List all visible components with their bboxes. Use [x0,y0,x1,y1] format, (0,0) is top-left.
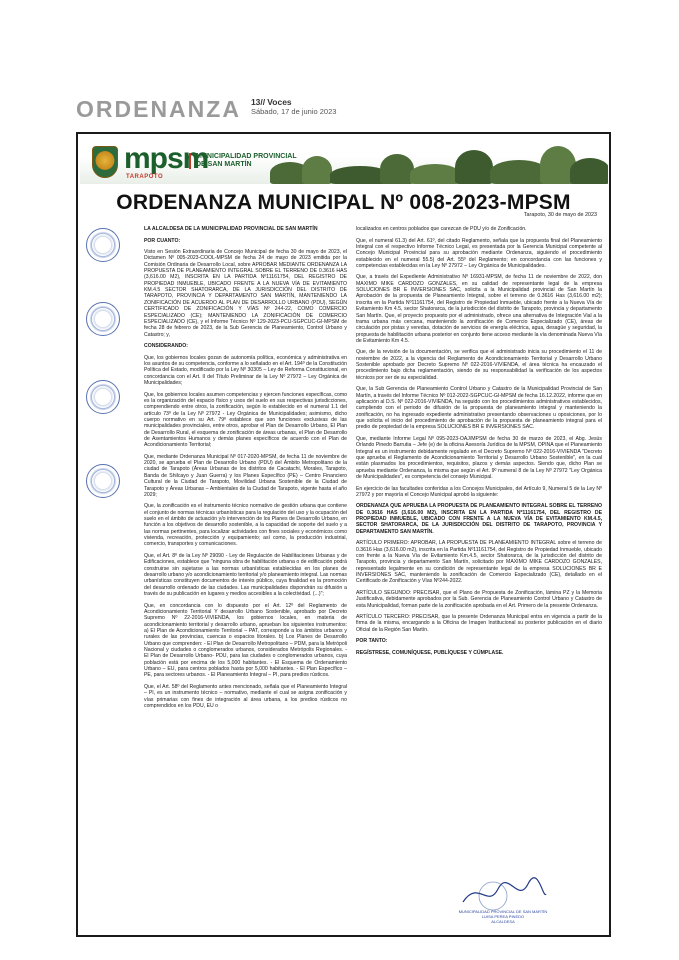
left-paragraph: Que, los gobiernos locales asumen competencias y ejercen funciones específicas, como es la organización del espacio físico y usos del suelo en sus respectivas jurisdicciones, comprendiendo entre otros, la zonificación, según lo establecido en el numeral 1.1 del artículo 73º de la Ley Nº 27972 - Ley Orgánica de Municipalidades; asimismo, dicho cuerpo normativo en su Art. 79º establece que son funciones exclusivas de las municipalidades provinciales, entre otros, aprobar el Plan de Desarrollo Urbano, El Plan de Desarrollo Rural, el esquema de zonificación de áreas urbanas, el Plan de Desarrollo de Asentamientos Humanos y demás planes específicos de acuerdo con el Plan de Acondicionamiento Territorial; [144,391,347,449]
right-paragraph: ARTÍCULO PRIMERO: APROBAR, LA PROPUESTA DE PLANEAMIENTO INTEGRAL sobre el terreno de 0.3616 Has (3,616.00 m2), inscrita en la Partida Nº11161754, del Registro de Propiedad Inmueble, ubicado con frente a la Nueva Vía de Evitamiento Km.4.5, sector Shatorarca, de la jurisdicción del distrito de Tarapoto, provincia y departamento San Martín, solicitado por MAXIMO MIKE CARDOZO GONZALES, representado legalmente en su condición de representante legal de la empresa SOLUCIONES BR E INVERSIONES SAC, manteniendo la zonificación de Comercio Especializado (CE), detallado en el Certificado de Zonificación y Vías Nº244-2022. [356,540,602,585]
right-paragraph: Que, de la revisión de la documentación, se verifica que el administrado inicia su procedimiento el 11 de noviembre de 2022, a la vigencia del Reglamento de Acondicionamiento Territorial y Desarrollo Urbano Sostenible aprobado por Decreto Supremo Nº 022-2016-VIVIENDA, el área técnica ha encauzado el procedimiento bajo dicha reglamentación, siendo de su responsabilidad la verificación de los aspectos técnicos por ser de su especialidad. [356,349,602,381]
section-label: Voces [267,97,292,107]
left-paragraph: CONSIDERANDO: [144,343,188,350]
logo-tarapoto: TARAPOTO [126,174,164,180]
seal-icon [86,302,120,336]
section-meta [251,98,337,116]
left-paragraph: POR CUANTO: [144,237,181,244]
banner [80,138,608,184]
right-paragraph: En ejercicio de las facultades conferidas a los Concejos Municipales, del Artículo 9, Numeral 5 de la Ley Nº 27972 y por mayoría el Concejo Municipal aprobó la siguiente: [356,485,602,498]
left-paragraph: LA ALCALDESA DE LA MUNICIPALIDAD PROVINCIAL DE SAN MARTÍN [144,226,318,232]
left-paragraph: Visto en Sesión Extraordinaria de Concejo Municipal de fecha 30 de mayo de 2023, el Dictamen Nº 005-2023-COOL-MPSM de fecha 24 de mayo de 2023 emitida por la Comisión Ordinaria de Desarrollo Local, sobre APROBAR MEDIANTE ORDENANZA LA PROPUESTA DE PLANEAMIENTO INTEGRAL SOBRE EL TERRENO DE 0.3616 HAS (3,616.00 M2), INSCRITA EN LA PARTIDA Nº11161754, DEL REGISTRO DE PROPIEDAD INMUEBLE, UBICADO FRENTE A LA NUEVA VÍA DE EVITAMIENTO KM.4.5 SECTOR SHATORARCA, DE LA JURISDICCIÓN DEL DISTRITO DE TARAPOTO, PROVINCIA Y DEPARTAMENTO SAN MARTÍN, MANTENIENDO LA ZONIFICACIÓN DE ACUERDO AL PLAN DE DESARROLLO URBANO (PDU), SEGÚN CERTIFICADO DE ZONIFICACIÓN Y VÍAS Nº 244-22, COMO COMERCIO ESPECIALIZADO (CE); MANTENIENDO LA ZONIFICACIÓN DE COMERCIO ESPECIALIZADO (CE), y el Informe Técnico Nº 129-2023-PCU-SGPCUC-GI-MPSM de fecha 28 de febrero de 2023, de la Sub Gerencia de Planeamiento, Control Urbano y Catastro; y, [144,249,347,338]
right-paragraph: ARTÍCULO TERCERO: PRECISAR, que la presente Ordenanza Municipal entra en vigencia a partir de la firma de la misma, encargando a la Oficina de Imagen Institucional su posterior publicación en el diario Oficial de la Región San Martín. [356,614,602,633]
right-paragraph: ORDENANZA QUE APRUEBA LA PROPUESTA DE PLANEAMIENTO INTEGRAL SOBRE EL TERRENO DE 0.3616 HAS (3,616.00 M2), INSCRITA EN LA PARTIDA Nº11161754, DEL REGISTRO DE PROPIEDAD INMUEBLE, UBICADO CON FRENTE A LA NUEVA VÍA DE EVITAMIENTO KM.4.5, SECTOR SHATORARCA, DE LA JURISDICCIÓN DEL DISTRITO DE TARAPOTO, PROVINCIA Y DEPARTAMENTO SAN MARTÍN. [356,503,602,535]
left-paragraph: Que, mediante Ordenanza Municipal Nº 017-2020-MPSM, de fecha 11 de noviembre de 2020, se aprueba el Plan de Desarrollo Urbano (PDU) del Ámbito Metropolitano de la ciudad de Tarapoto (Áreas Urbanas de los distritos de Cacatachi, Morales, Tarapoto, Banda de Shilcayo y Juan Guerra) y los Planes Específico (PE) – Centro Financiero Cultural de la Ciudad de Tarapoto, Movilidad Urbana Sostenible de la Ciudad de Tarapoto y Áreas Urbanas – Ambientales de la Ciudad de Tarapoto, vigente hasta el año 2029; [144,453,347,498]
page-number: 13// [250,97,266,107]
ordinance-frame [76,132,611,937]
left-paragraph: Que, la zonificación es el instrumento técnico normativo de gestión urbana que contiene el conjunto de normas técnicas urbanísticas para la regulación del uso y la ocupación del suelo en el ámbito de actuación y/o intervención de los Planes de Desarrollo Urbano, en función a los objetivos de desarrollo sostenible, a la capacidad de soporte del suelo y a las normas pertinentes, para localizar actividades con fines sociales y económicos como vivienda, recreación, protección y equipamiento; así como, la producción industrial, comercio, transportes y comunicaciones. [144,503,347,548]
right-paragraph: Que, a través del Expediente Administrativo Nº 16931-MPSM, de fecha 11 de noviembre de 2022, don MAXIMO MIKE CARDOZO GONZALES, en su calidad de representante legal de la empresa SOLUCIONES BR E INVERSIONES SAC, solicita a la Municipalidad provincial de San Martín la Aprobación de la propuesta de Planeamiento Integral, sobre el terreno de 0.3616 Has (3,616.00 m2); inscrita en la Partida Nº11161754, del Registro de Propiedad Inmueble, ubicado frente a la Nueva Vía de Evitamiento Km 4.5, sector Shatorarca, de la jurisdicción del distrito de Tarapoto, provincia y departamento San Martín. Que, el proyecto propuesto por el administrado, ofrece una alternativa de Integración Vial a la trama urbana más cercana, manteniendo la zonificación de Comercio Especializado (CE), áreas de circulación por pistas y veredas, dotación de servicios de energía eléctrica, agua, desagüe y seguridad, la propuesta de habilitación urbana posterior en conjunto tiene acceso mediante la vía denominada Nueva Vía de Evitamiento Km 4.5. [356,274,602,344]
logo-mpsm: mpsm [124,142,209,175]
left-paragraph: Que, en concordancia con lo dispuesto por el Art. 12º del Reglamento de Acondicionamiento Territorial Y desarrollo Urbano Sostenible, aprobado por Decreto Supremo Nº 22-2016-VIVIENDA, los gobiernos locales, en materia de acondicionamiento territorial y desarrollo urbano, aprueban los siguientes instrumentos: a) El Plan de Acondicionamiento Territorial – PAT, corresponde a los ámbitos urbanos y rurales de las provincias, cuencas o espacios litorales. b) Los Planes de Desarrollo Urbano que comprenden: - El Plan de Desarrollo Metropolitano – PDM, para la Metrópoli Nacional y ciudades o conglomerados urbanos, considerados Metrópolis Regionales. - El Plan de Desarrollo Urbano- PDU, para las ciudades o conglomerados urbanos, cuya población está por encima de los 5,000 habitantes. - El Esquema de Ordenamiento Urbano – EU, para centros poblados hasta por 5,000 habitantes. - El Plan Específico – PE, para sectores urbanos. - El Planeamiento Integral – PI, para predios rústicos. [144,602,347,679]
seal-icon [86,380,120,414]
left-paragraph: Que, el Art. 58º del Reglamento antes mencionado, señala que el Planeamiento Integral – PI, es un instrumento técnico – normativo, mediante el cual se asigna zonificación y vías primarias con fines de integración al área urbana, a los predios rústicos no comprendidos en los PDU, EU o [144,683,347,709]
section-header [76,96,336,123]
signature-stamp: MUNICIPALIDAD PROVINCIAL DE SAN MARTÍN LUISA PEREA PINEDO ALCALDESA [458,909,548,924]
right-paragraph: localizados en centros poblados que carezcan de PDU y/o de Zonificación. [356,226,527,232]
issue-date: Sábado, 17 de junio 2023 [250,107,337,116]
ordinance-title: ORDENANZA MUNICIPAL Nº 008-2023-MPSM [116,191,571,214]
right-paragraph: POR TANTO: [356,638,388,645]
municipal-crest-icon [92,146,118,178]
seal-icon [86,464,120,498]
left-column [144,226,347,714]
right-column [356,226,602,661]
section-title: ORDENANZA [76,96,241,122]
signature-icon [458,874,548,914]
right-paragraph: Que, la Sub Gerencia de Planeamiento Control Urbano y Catastro de la Municipalidad Provincial de San Martín, a través del Informe Técnico Nº 012-2022-SGPCUC-GI-MPSM de fecha 16.12.2022, informe que en aplicación al D.S. Nº 022-2016-VIVIENDA, ha seguido con los procedimientos administrativos establecidos, cumpliendo con el periodo de difusión de la propuesta de planeamiento integral y manteniendo la zonificación, no ha ingresado expediente administrativo presentando observaciones u oposiciones, por lo que solicita el inicio del procedimiento de aprobación de la propuesta de planeamiento integral para el predio de propiedad de la empresa SOLUCIONES BR E INVERSIONES SAC. [356,386,602,431]
right-paragraph: Que, mediante Informe Legal Nº 095-2023-OAJ/MPSM de fecha 30 de marzo de 2023, el Abg. Jesús Orlando Pinedo Barrutia – Jefe (e) de la oficina Asesoría Jurídica de la MPSM, OPINA que el Planeamiento Integral es un instrumento debidamente regulado en el Decreto Supremo Nº 022-2016-VIVIENDA "Decreto que aprueba el Reglamento de Acondicionamiento Territorial y Desarrollo Urbano Sostenible", en la cual están plasmados los procedimientos, requisitos, plazos y demás aspectos. Siendo que, dicho Plan se aprueba mediante Ordenanza, la misma que según el Art. 9º numeral 8 de la Ley Nº 27972 "Ley Orgánica de Municipalidades", es competencia del consejo Municipal. [356,435,602,480]
municipality-name: MUNICIPALIDAD PROVINCIAL DE SAN MARTÍN [189,153,297,169]
seal-icon [86,228,120,262]
right-paragraph: ARTÍCULO SEGUNDO: PRECISAR, que el Plano de Propuesta de Zonificación, lámina PZ y la Memoria Justificativa, debidamente aprobados por la Sub. Gerencia de Planeamiento Control Urbano y Catastro de esta Municipalidad, forman parte de la zonificación aprobada en el Art. Primero de la presente Ordenanza. [356,589,602,609]
left-paragraph: Que, el Art. 8º de la Ley Nº 29090 - Ley de Regulación de Habilitaciones Urbanas y de Edificaciones, establece que "ninguna obra de habilitación urbana o de edificación podrá construirse sin sujetarse a las normas urbanísticas establecidas en los planes de desarrollo urbano y/o acondicionamiento territorial y/o planeamiento integral. Las normas urbanísticas constituyen documentos de interés público, cuya finalidad es la promoción del desarrollo ordenado de las ciudades. Las municipalidades dispondrán su difusión a través de su publicación en lugares y medios accesibles a la colectividad. (...)"; [144,552,347,598]
right-paragraph: REGÍSTRESE, COMUNÍQUESE, PUBLÍQUESE Y CÚMPLASE. [356,649,504,656]
left-paragraph: Que, los gobiernos locales gozan de autonomía política, económica y administrativa en los asuntos de su competencia, conforme a lo señalado en el Art. 194º de la Constitución Política del Estado, modificado por la Ley Nº 30305 – Ley de Reforma Constitucional, en concordancia con el Art. II del Título Preliminar de la Ley Nº 27972 – Ley Orgánica de Municipalidades; [144,354,347,386]
place-date: Tarapoto, 30 de mayo de 2023 [523,212,597,218]
right-paragraph: Que, el numeral 61.3) del Art. 61º, del citado Reglamento, señala que la propuesta final del Planeamiento Integral con el respectivo Informe Técnico Legal, es presentada por la Gerencia Municipal competente al Concejo Municipal Provincial para su aprobación mediante Ordenanza, siguiendo el procedimiento establecido en el numeral 55.5) del Art. 55º del Reglamento; en concordancia con las funciones y competencias establecidas en la Ley Nº 27972 – Ley Orgánica de Municipalidades. [356,237,602,269]
